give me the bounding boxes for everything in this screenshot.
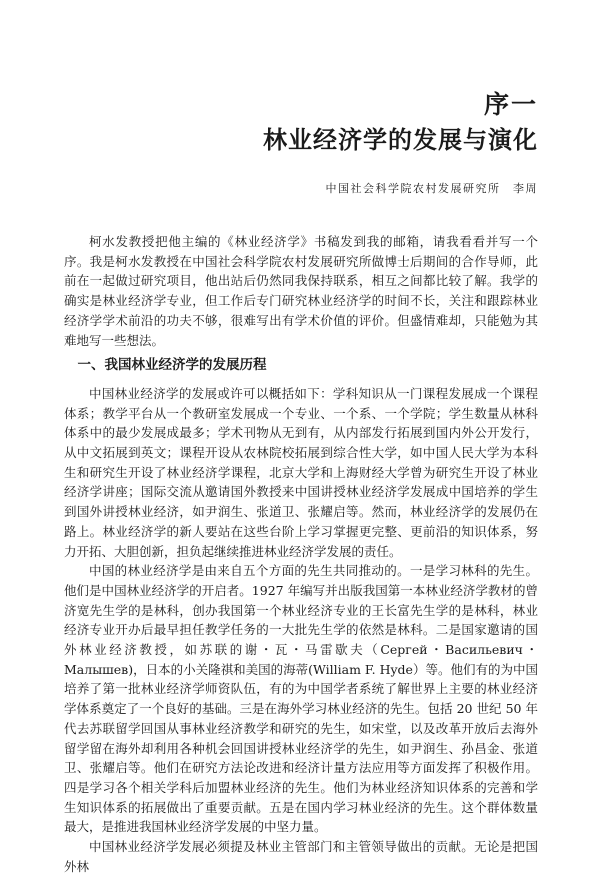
preface-title: 序一 (483, 90, 538, 119)
paragraph: 中国林业经济学发展必须提及林业主管部门和主管领导做出的贡献。无论是把国外林 (64, 839, 538, 874)
intro-paragraph: 柯水发教授把他主编的《林业经济学》书稿发到我的邮箱，请我看看并写一个序。我是柯水发教授在中国社会科学院农村发展研究所做博士后期间的合作导师，此前在一起做过研究项目，他出站后仍然同我保持联系，相互之间都比较了解。我学的确实是林业经济学专业，但工作后专门研究林业经济学的时间不长，关注和跟踪林业经济学学术前沿的功夫不够，很难写出有学术价值的评价。但盛情难却，只能勉为其难地写一些想法。 (64, 234, 538, 348)
paragraph: 中国的林业经济学是由来自五个方面的先生共同推动的。一是学习林科的先生。他们是中国林业经济学的开启者。1927 年编写并出版我国第一本林业经济学教材的曾济宽先生学的是林科，创办我国第一个林业经济专业的王长富先生学的是林科，林业经济专业开办后最早担任教学任务的一大批先生学的依然是林科。二是国家邀请的国外林业经济教授，如苏联的谢・瓦・马雷歇夫（Сергей・Васильевич・Малышев)，日本的小关隆祺和美国的海蒂(William F. Hyde）等。他们有的为中国培养了第一批林业经济学师资队伍，有的为中国学者系统了解世界上主要的林业经济学体系奠定了一个良好的基础。三是在海外学习林业经济的先生。包括 20 世纪 50 年代去苏联留学回国从事林业经济教学和研究的先生，如宋堂，以及改革开放后去海外留学留在海外却利用各种机会回国讲授林业经济学的先生，如尹润生、孙昌金、张道卫、张耀启等。他们在研究方法论改进和经济计量方法应用等方面发挥了积极作用。四是学习各个相关学科后加盟林业经济的先生。他们为林业经济知识体系的完善和学生知识体系的拓展做出了重要贡献。五是在国内学习林业经济的先生。这个群体数量最大，是推进我国林业经济学发展的中坚力量。 (64, 563, 538, 835)
body-text (64, 232, 538, 877)
paragraph: 中国林业经济学的发展或许可以概括如下：学科知识从一门课程发展成一个课程体系；教学平台从一个教研室发展成一个专业、一个系、一个学院；学生数量从林科体系中的最少发展成最多；学术刊物从无到有，从内部发行拓展到国内外公开发行，从中文拓展到英文；课程开设从农林院校拓展到综合性大学，如中国人民大学为本科生和研究生开设了林业经济学课程，北京大学和上海财经大学曾为研究生开设了林业经济学讲座；国际交流从邀请国外教授来中国讲授林业经济学发展成中国培养的学生到国外讲授林业经济，如尹润生、张道卫、张耀启等。然而，林业经济学的发展仍在路上。林业经济学的新人要站在这些台阶上学习掌握更完整、更前沿的知识体系，努力开拓、大胆创新，担负起继续推进林业经济学发展的责任。 (64, 385, 538, 559)
title-block (263, 88, 538, 158)
preface-subtitle: 林业经济学的发展与演化 (263, 125, 538, 154)
author-byline: 中国社会科学院农村发展研究所 李周 (325, 182, 538, 195)
section-heading: 一、我国林业经济学的发展历程 (77, 357, 267, 374)
